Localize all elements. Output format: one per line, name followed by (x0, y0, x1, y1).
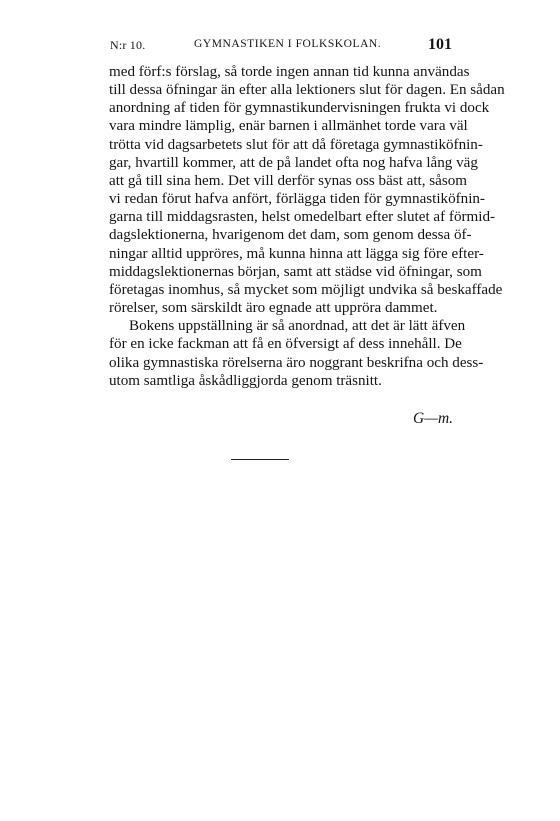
text-line: anordning af tiden för gymnastikundervisningen frukta vi dock (109, 100, 490, 117)
text-line: för en icke fackman att få en öfversigt af dess innehåll. De (109, 336, 462, 353)
text-line: till dessa öfningar än efter alla lektioners slut för dagen. En sådan (109, 82, 505, 99)
text-line: utom samtliga åskådliggjorda genom träsnitt. (109, 372, 382, 389)
page-header (110, 36, 460, 56)
paragraph-2 (109, 317, 484, 390)
text-line: Bokens uppställning är så anordnad, att det är lätt äfven (129, 318, 466, 335)
text-line: middagslektionernas början, samt att städse vid öfningar, som (109, 263, 482, 280)
text-line: gar, hvartill kommer, att de på landet ofta nog hafva lång väg (109, 154, 478, 171)
text-line: garna till middagsrasten, helst omedelbart efter slutet af förmid- (109, 209, 496, 226)
text-line: trötta vid dagsarbetets slut för att då företaga gymnastiköfnin- (109, 136, 483, 153)
text-line: företagas inomhus, så mycket som möjligt undvika så beskaffade (109, 281, 503, 298)
page-number: 101 (428, 36, 452, 53)
text-line: ningar alltid uppröres, må kunna hinna att lägga sig före efter- (109, 245, 484, 262)
text-line: olika gymnastiska rörelserna äro noggrant beskrifna och dess- (109, 354, 484, 371)
body-text (109, 63, 505, 390)
text-line: att gå till sina hem. Det vill derför synas oss bäst att, såsom (109, 172, 467, 189)
text-line: vara mindre lämplig, enär barnen i allmänhet torde vara väl (109, 118, 468, 135)
running-title: GYMNASTIKEN I FOLKSKOLAN. (194, 38, 382, 50)
section-divider (231, 459, 289, 460)
text-line: med förf:s förslag, så torde ingen annan tid kunna användas (109, 64, 470, 80)
issue-number: N:r 10. (110, 38, 146, 52)
author-signature: G—m. (413, 410, 454, 427)
paragraph-1 (109, 63, 505, 317)
text-line: rörelser, som särskildt äro egnade att uppröra dammet. (109, 300, 438, 317)
text-line: dagslektionerna, hvarigenom det dam, som genom dessa öf- (109, 227, 472, 244)
text-line: vi redan förut hafva anfört, förlägga tiden för gymnastiköfnin- (109, 191, 485, 208)
